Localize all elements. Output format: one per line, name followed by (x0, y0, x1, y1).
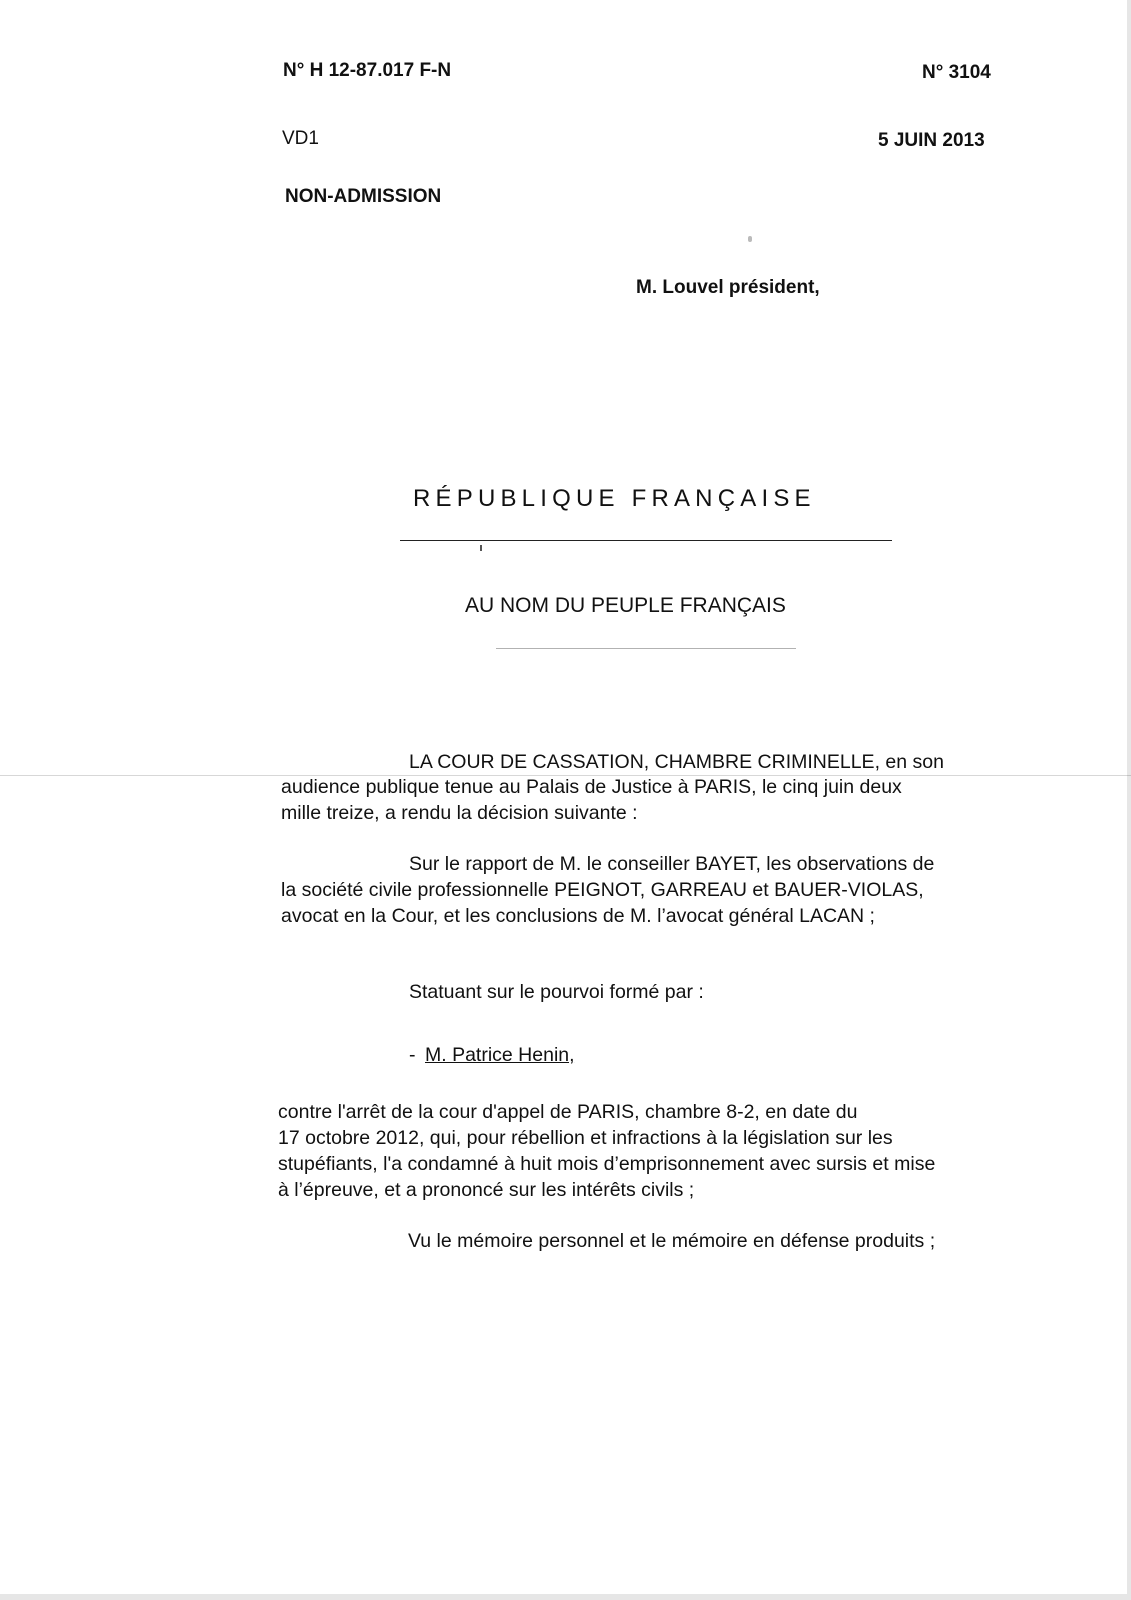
republic-underline (400, 540, 892, 541)
people-heading: AU NOM DU PEUPLE FRANÇAIS (465, 594, 786, 617)
scan-mark (748, 236, 752, 242)
report-line-2: la société civile professionnelle PEIGNOT, GARREAU et BAUER-VIOLAS, (281, 879, 924, 901)
case-number: N° H 12-87.017 F-N (283, 60, 452, 81)
scan-shadow-bottom (0, 1594, 1131, 1600)
party-dash: - (409, 1044, 416, 1066)
chamber-code: VD1 (282, 128, 319, 149)
president-line: M. Louvel président, (636, 277, 820, 298)
contre-line-1: contre l'arrêt de la cour d'appel de PARIS, chambre 8-2, en date du (278, 1101, 858, 1123)
court-line-3: mille treize, a rendu la décision suivante : (281, 802, 638, 824)
scan-shadow-right (1127, 0, 1131, 1600)
court-line-2: audience publique tenue au Palais de Justice à PARIS, le cinq juin deux (281, 776, 902, 798)
decision-number: N° 3104 (922, 62, 991, 83)
contre-line-2: 17 octobre 2012, qui, pour rébellion et infractions à la législation sur les (278, 1127, 893, 1149)
decision-status: NON-ADMISSION (285, 186, 442, 207)
statuant-line: Statuant sur le pourvoi formé par : (409, 981, 704, 1003)
contre-line-4: à l’épreuve, et a prononcé sur les intérêts civils ; (278, 1179, 695, 1201)
vu-line: Vu le mémoire personnel et le mémoire en défense produits ; (408, 1230, 936, 1252)
report-line-3: avocat en la Cour, et les conclusions de M. l’avocat général LACAN ; (281, 905, 875, 927)
party-name: M. Patrice Henin, (425, 1044, 575, 1066)
republic-heading: RÉPUBLIQUE FRANÇAISE (413, 485, 816, 512)
contre-line-3: stupéfiants, l'a condamné à huit mois d’emprisonnement avec sursis et mise (278, 1153, 936, 1175)
report-line-1: Sur le rapport de M. le conseiller BAYET, les observations de (409, 853, 935, 875)
scan-mark (480, 545, 482, 551)
people-underline (496, 648, 796, 649)
court-line-1: LA COUR DE CASSATION, CHAMBRE CRIMINELLE, en son (409, 751, 944, 773)
decision-date: 5 JUIN 2013 (878, 130, 985, 151)
